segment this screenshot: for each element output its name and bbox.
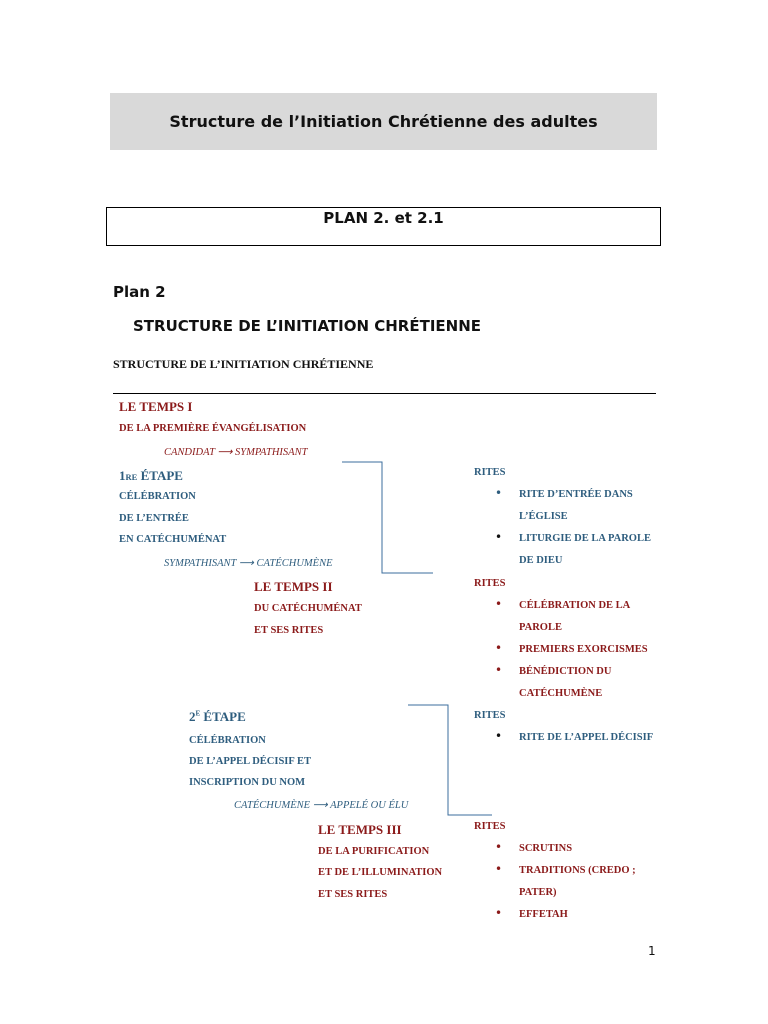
rites2-item-1-cont: PAROLE bbox=[519, 622, 562, 633]
rites4-item-2-cont: PATER) bbox=[519, 887, 557, 898]
temps3-title: LE TEMPS III bbox=[318, 822, 402, 837]
bullet-icon: • bbox=[495, 530, 503, 544]
plan-box-label: PLAN 2. et 2.1 bbox=[323, 209, 444, 227]
temps2-line-2: ET SES RITES bbox=[254, 625, 324, 636]
etape1-line-1: CÉLÉBRATION bbox=[119, 491, 196, 502]
heading-small: STRUCTURE DE L’INITIATION CHRÉTIENNE bbox=[113, 357, 374, 371]
connector-1 bbox=[342, 462, 433, 573]
rites-label-4: RITES bbox=[474, 821, 506, 832]
rites-label-1: RITES bbox=[474, 467, 506, 478]
temps2-title: LE TEMPS II bbox=[254, 579, 333, 594]
rites2-item-1: CÉLÉBRATION DE LA bbox=[519, 600, 631, 611]
etape2-line-1: CÉLÉBRATION bbox=[189, 735, 266, 746]
temps3-line-1: DE LA PURIFICATION bbox=[318, 846, 430, 857]
document-title: Structure de l’Initiation Chrétienne des adultes bbox=[169, 112, 598, 131]
etape1-line-3: EN CATÉCHUMÉNAT bbox=[119, 534, 227, 545]
rites1-item-2: LITURGIE DE LA PAROLE bbox=[519, 533, 651, 544]
rites2-item-2: PREMIERS EXORCISMES bbox=[519, 644, 648, 655]
rites-label-2: RITES bbox=[474, 578, 506, 589]
heading-large: STRUCTURE DE L’INITIATION CHRÉTIENNE bbox=[133, 317, 482, 335]
bullet-icon: • bbox=[495, 729, 503, 743]
rites4-item-1: SCRUTINS bbox=[519, 843, 573, 854]
temps2-line-1: DU CATÉCHUMÉNAT bbox=[254, 603, 362, 614]
rites2-item-3: BÉNÉDICTION DU bbox=[519, 666, 612, 677]
section-label: Plan 2 bbox=[113, 283, 166, 301]
etape2-title: $2^E$ ÉTAPE bbox=[189, 709, 246, 724]
bullet-icon: • bbox=[495, 862, 503, 876]
page-number: 1 bbox=[648, 944, 656, 958]
temps1-transition: CANDIDAT ⟶ SYMPATHISANT bbox=[164, 447, 308, 458]
etape1-line-2: DE L’ENTRÉE bbox=[119, 513, 189, 524]
etape1-transition: SYMPATHISANT ⟶ CATÉCHUMÈNE bbox=[164, 558, 333, 569]
bullet-icon: • bbox=[495, 486, 503, 500]
temps3-line-2: ET DE L’ILLUMINATION bbox=[318, 867, 443, 878]
temps3-line-3: ET SES RITES bbox=[318, 889, 388, 900]
etape2-line-2: DE L’APPEL DÉCISIF ET bbox=[189, 756, 312, 767]
temps1-subtitle: DE LA PREMIÈRE ÉVANGÉLISATION bbox=[119, 423, 307, 434]
bullet-icon: • bbox=[495, 597, 503, 611]
bullet-icon: • bbox=[495, 906, 503, 920]
etape2-transition: CATÉCHUMÈNE ⟶ APPELÉ OU ÉLU bbox=[234, 800, 409, 811]
rites3-item-1: RITE DE L’APPEL DÉCISIF bbox=[519, 732, 654, 743]
rites1-item-1: RITE D’ENTRÉE DANS bbox=[519, 489, 633, 500]
bullet-icon: • bbox=[495, 840, 503, 854]
rites4-item-2: TRADITIONS (CREDO ; bbox=[519, 865, 636, 876]
etape2-line-3: INSCRIPTION DU NOM bbox=[189, 777, 306, 788]
bullet-icon: • bbox=[495, 663, 503, 677]
connector-2 bbox=[408, 705, 492, 815]
bullet-icon: • bbox=[495, 641, 503, 655]
etape1-title: 1RE ÉTAPE bbox=[119, 468, 183, 483]
temps1-title: LE TEMPS I bbox=[119, 399, 193, 414]
rites2-item-3-cont: CATÉCHUMÈNE bbox=[519, 688, 603, 699]
rites1-item-2-cont: DE DIEU bbox=[519, 555, 563, 566]
rites1-item-1-cont: L’ÉGLISE bbox=[519, 511, 568, 522]
rites-label-3: RITES bbox=[474, 710, 506, 721]
rites4-item-3: EFFETAH bbox=[519, 909, 568, 920]
